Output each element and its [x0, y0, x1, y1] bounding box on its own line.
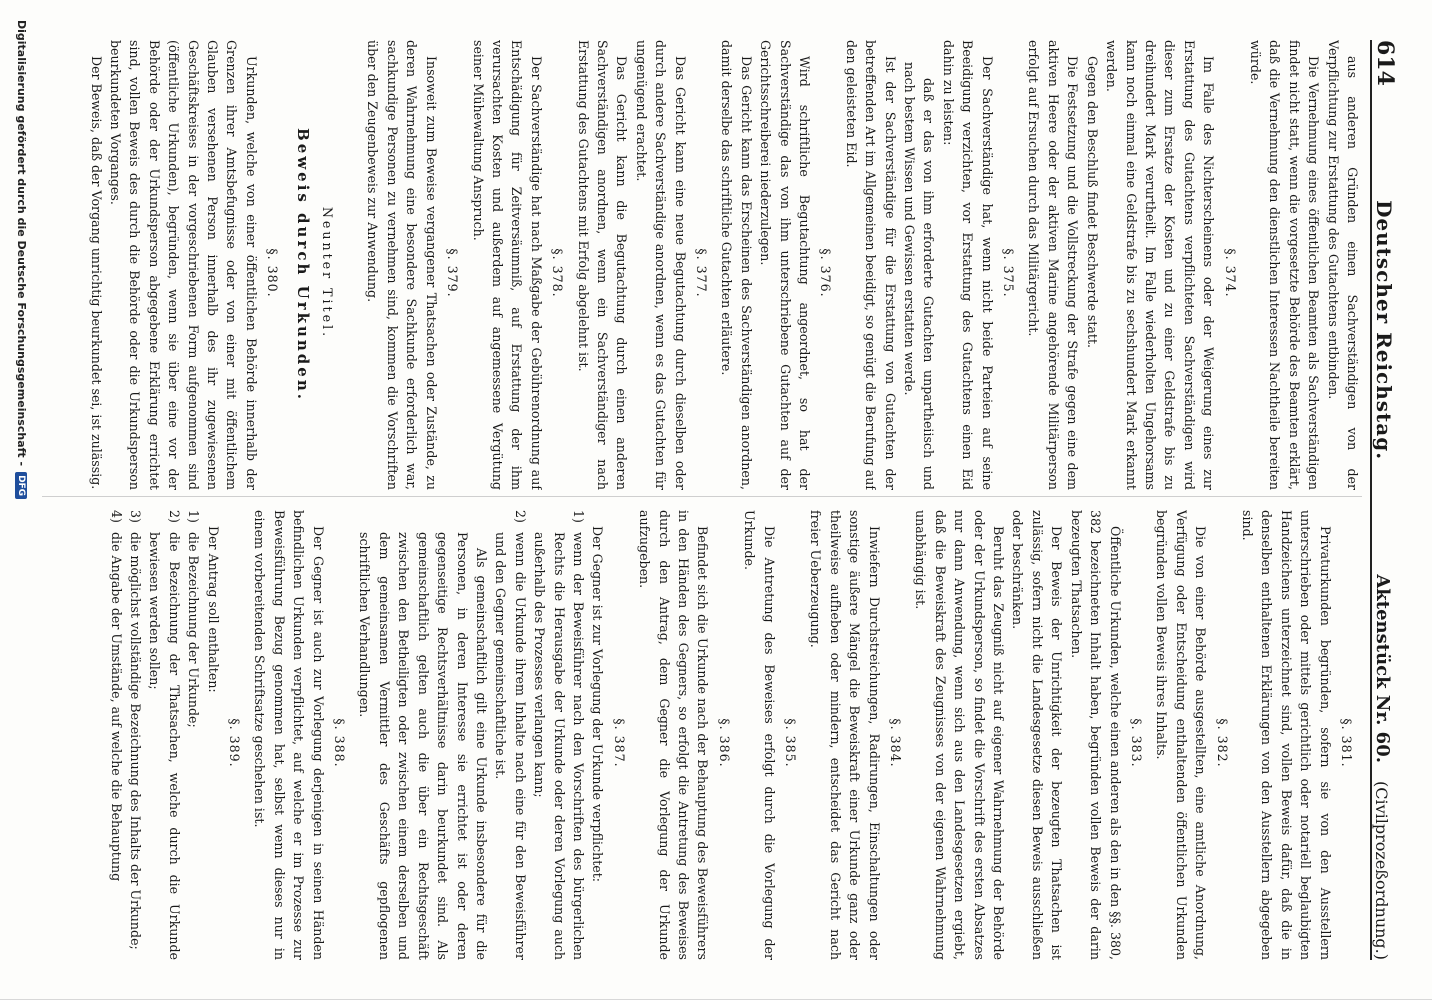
paragraph: Wird schriftliche Begutachtung angeordnet, so hat der Sachverständige das von ihm unterschriebene Gutachten auf der Gerichtsschreiberei niederzulegen. [758, 40, 813, 490]
list-item-text: die Bezeichnung der Urkunde; [186, 532, 202, 728]
page-number: 614 [1372, 40, 1398, 86]
list-item-text: die Angabe der Umstände, auf welche die Behauptung [108, 532, 124, 882]
list-item [184, 510, 203, 960]
paragraph: Inwiefern Durchstreichungen, Radirungen, Einschaltungen oder sonstige äußere Mängel die Beweiskraft einer Urkunde ganz oder theilweise aufheben oder mindern, entscheidet das Gericht nach freier Ueberzeugung. [808, 510, 882, 960]
paragraph: Im Falle des Nichterscheinens oder der Weigerung eines zur Erstattung des Gutachtens verpflichteten Sachverständigen wird dieser zum Ersatze der Kosten und zu einer Geldstrafe bis zu dreihundert Mark verurtheilt. Im Falle wiederholten Ungehorsams kann noch einmal eine Geldstrafe bis zu sechshundert Mark erkannt werden. [1104, 40, 1217, 490]
list-item [491, 510, 530, 960]
section-heading: §. 386. [716, 718, 732, 768]
list-item-text: wenn der Beweisführer nach den Vorschriften des bürgerlichen Rechts die Herausgabe der Urkunde oder deren Vorlegung auch außerhalb des Prozesses verlangen kann; [532, 532, 586, 960]
list-item-number: 4) [108, 510, 124, 523]
paragraph: Privaturkunden begründen, sofern sie von den Ausstellern unterschrieben oder mittels gerichtlich oder notariell beglaubigten Handzeichens unterzeichnet sind, vollen Beweis dafür, daß die in denselben enthaltenen Erklärungen von den Ausstellern abgegeben sind. [1239, 510, 1333, 960]
paragraph: Öffentliche Urkunden, welche einen anderen als den in den §§. 380, 382 bezeichneten Inhalt haben, begründen vollen Beweis der darin bezeugten Thatsachen. [1068, 510, 1123, 960]
list-item-number: 1) [186, 510, 202, 523]
right-text-column [42, 510, 1362, 960]
indented-paragraph: Als gemeinschaftlich gilt eine Urkunde insbesondere für die Personen, in deren Interesse sie errichtet ist oder deren gegenseitige Rechtsverhältnisse darin beurkundet sind. Als gemeinschaftlich gelten auch die über ein Rechtsgeschäft zwischen den Betheiligten oder zwischen einem derselben und dem gemeinsamen Vermittler des Geschäfts gepflogenen schriftlichen Verhandlungen. [357, 532, 489, 960]
section-heading: §. 385. [783, 718, 799, 768]
section-heading: §. 380. [265, 248, 281, 298]
section-heading: §. 382. [1214, 718, 1230, 768]
indented-paragraph: daß er das von ihm erforderte Gutachten unpartheiisch und nach bestem Wissen und Gewissen erstatten werde. [902, 62, 937, 490]
paragraph: Die Festsetzung und die Vollstreckung der Strafe gegen eine dem aktiven Heere oder der aktiven Marine angehörende Militärperson erfolgt auf Ersuchen durch das Militärgericht. [1026, 40, 1081, 490]
paragraph: Der Sachverständige hat nach Maßgabe der Gebührenordnung auf Entschädigung für Zeitversäumniß, auf Erstattung der ihm verursachten Kosten und außerdem auf angemessene Vergütung seiner Mühewaltung Anspruch. [470, 40, 544, 490]
section-heading: §. 388. [332, 718, 348, 768]
section-heading: §. 377. [694, 248, 709, 298]
paragraph: Der Sachverständige hat, wenn nicht beide Parteien auf seine Beeidigung verzichten, vor Erstattung des Gutachtens einen Eid dahin zu leisten: [940, 40, 995, 490]
section-heading: §. 376. [818, 248, 834, 298]
section-heading: §. 374. [1222, 248, 1238, 298]
paragraph: Das Gericht kann die Begutachtung durch einen anderen Sachverständigen anordnen, wenn ein Sachverständiger nach Erstattung des Gutachtens mit Erfolg abgelehnt ist. [575, 40, 630, 490]
paragraph: aus anderen Gründen einen Sachverständigen von der Verpflichtung zur Erstattung des Gutachtens entbinden. [1325, 40, 1360, 490]
paragraph: Ist der Sachverständige für die Erstattung von Gutachten der betreffenden Art im Allgemeinen beeidigt, so genügt die Berufung auf den geleisteten Eid. [843, 40, 898, 490]
paragraph: Urkunden, welche von einer öffentlichen Behörde innerhalb der Grenzen ihrer Amtsbefugnisse oder von einer mit öffentlichem Glauben versehenen Person innerhalb des ihr zugewiesenen Geschäftskreises in der vorgeschriebenen Form aufgenommen sind (öffentliche Urkunden), begründen, wenn sie über eine vor der Behörde oder der Urkundsperson abgegebene Erklärung errichtet sind, vollen Beweis des durch die Behörde oder die Urkundsperson beurkundeten Vorganges. [108, 40, 259, 490]
list-item-number: 3) [128, 510, 144, 523]
paragraph: Beruht das Zeugniß nicht auf eigener Wahrnehmung der Behörde oder der Urkundsperson, so findet die Vorschrift des ersten Absatzes nur dann Anwendung, wenn sich aus den Landesgesetzen ergiebt, daß die Beweiskraft des Zeugnisses von der eigenen Wahrnehmung unabhängig ist. [913, 510, 1007, 960]
left-text-column [42, 40, 1362, 490]
credit-text: Digitalisierung gefördert durch die Deutsche Forschungsgemeinschaft - [15, 20, 28, 467]
list-item-number: 1) [570, 510, 586, 523]
paragraph: Die Vernehmung eines öffentlichen Beamten als Sachverständigen findet nicht statt, wenn die vorgesetzte Behörde des Beamten erklärt, daß die Vernehmung den dienstlichen Interessen Nachtheile bereiten würde. [1247, 40, 1322, 490]
page-title: Deutscher Reichstag. [1372, 200, 1396, 461]
paragraph: Der Beweis, daß der Vorgang unrichtig beurkundet sei, ist zulässig. [88, 56, 104, 490]
list-item-number: 2) [512, 510, 528, 523]
list-item [106, 510, 125, 960]
list-item-text: wenn die Urkunde ihrem Inhalte nach eine für den Beweisführer und den Gegner gemeinschaftliche ist. [493, 532, 528, 960]
section-heading: §. 383. [1128, 718, 1144, 768]
list-item-text: die Bezeichnung der Thatsachen, welche durch die Urkunde bewiesen werden sollen; [147, 532, 182, 960]
list-item-number: 2) [166, 510, 182, 523]
section-heading: §. 375. [1001, 248, 1017, 298]
digitization-credit [15, 20, 28, 980]
section-heading: §. 381. [1339, 718, 1354, 768]
paragraph: Insoweit zum Beweise vergangener Thatsachen oder Zustände, zu deren Wahrnehmung eine besondere Sachkunde erforderlich war, sachkundige Personen zu vernehmen sind, kommen die Vorschriften über den Zeugenbeweis zur Anwendung. [365, 40, 439, 490]
section-heading: §. 387. [611, 718, 627, 768]
paragraph: Befindet sich die Urkunde nach der Behauptung des Beweisführers in den Händen des Gegners, so erfolgt die Antretung des Beweises durch den Antrag, dem Gegner die Vorlegung der Urkunde aufzugeben. [637, 510, 711, 960]
dfg-logo-icon: DFG [16, 472, 28, 499]
paragraph: Der Gegner ist auch zur Vorlegung derjenigen in seinen Händen befindlichen Urkunden verpflichtet, auf welche er im Prozesse zur Beweisführung Bezug genommen hat, selbst wenn dieses nur in einem vorbereitenden Schriftsatze geschehen ist. [252, 510, 326, 960]
paragraph: Die von einer Behörde ausgestellten, eine amtliche Anordnung, Verfügung oder Entscheidung enthaltenden öffentlichen Urkunden begründen vollen Beweis ihres Inhalts. [1154, 510, 1209, 960]
paragraph: Das Gericht kann eine neue Begutachtung durch dieselben oder durch andere Sachverständige anordnen, wenn es das Gutachten für ungenügend erachtet. [633, 40, 688, 490]
section-heading: §. 378. [550, 248, 566, 298]
section-label: (Civilprozeßordnung.) [1372, 781, 1391, 960]
list-item-text: die möglichst vollständige Bezeichnung des Inhalts der Urkunde; [128, 532, 144, 950]
paragraph: Der Beweis der Unrichtigkeit der bezeugten Thatsachen ist zulässig, sofern nicht die Landesgesetze diesen Beweis ausschließen oder beschränken. [1010, 510, 1065, 960]
paragraph: Der Antrag soll enthalten: [205, 526, 221, 693]
paragraph: Gegen den Beschluß findet Beschwerde statt. [1084, 56, 1100, 349]
column-divider [42, 496, 1362, 497]
document-reference: Aktenstück Nr. 60. [1372, 574, 1393, 763]
section-heading: §. 384. [888, 718, 904, 768]
paragraph: Das Gericht kann das Erscheinen des Sachverständigen anordnen, damit derselbe das schriftliche Gutachten erläutere. [719, 40, 754, 490]
paragraph: Die Antretung des Beweises erfolgt durch die Vorlegung der Urkunde. [742, 510, 777, 960]
list-item [145, 510, 184, 960]
chapter-title: Beweis durch Urkunden. [293, 128, 312, 402]
section-heading: §. 389. [227, 718, 243, 768]
section-heading: §. 379. [445, 248, 461, 298]
paragraph: Der Gegner ist zur Vorlegung der Urkunde verpflichtet: [590, 526, 606, 883]
chapter-number: Neunter Titel. [320, 206, 336, 340]
list-item [530, 510, 588, 960]
list-item [126, 510, 145, 960]
page-header [1370, 40, 1412, 960]
